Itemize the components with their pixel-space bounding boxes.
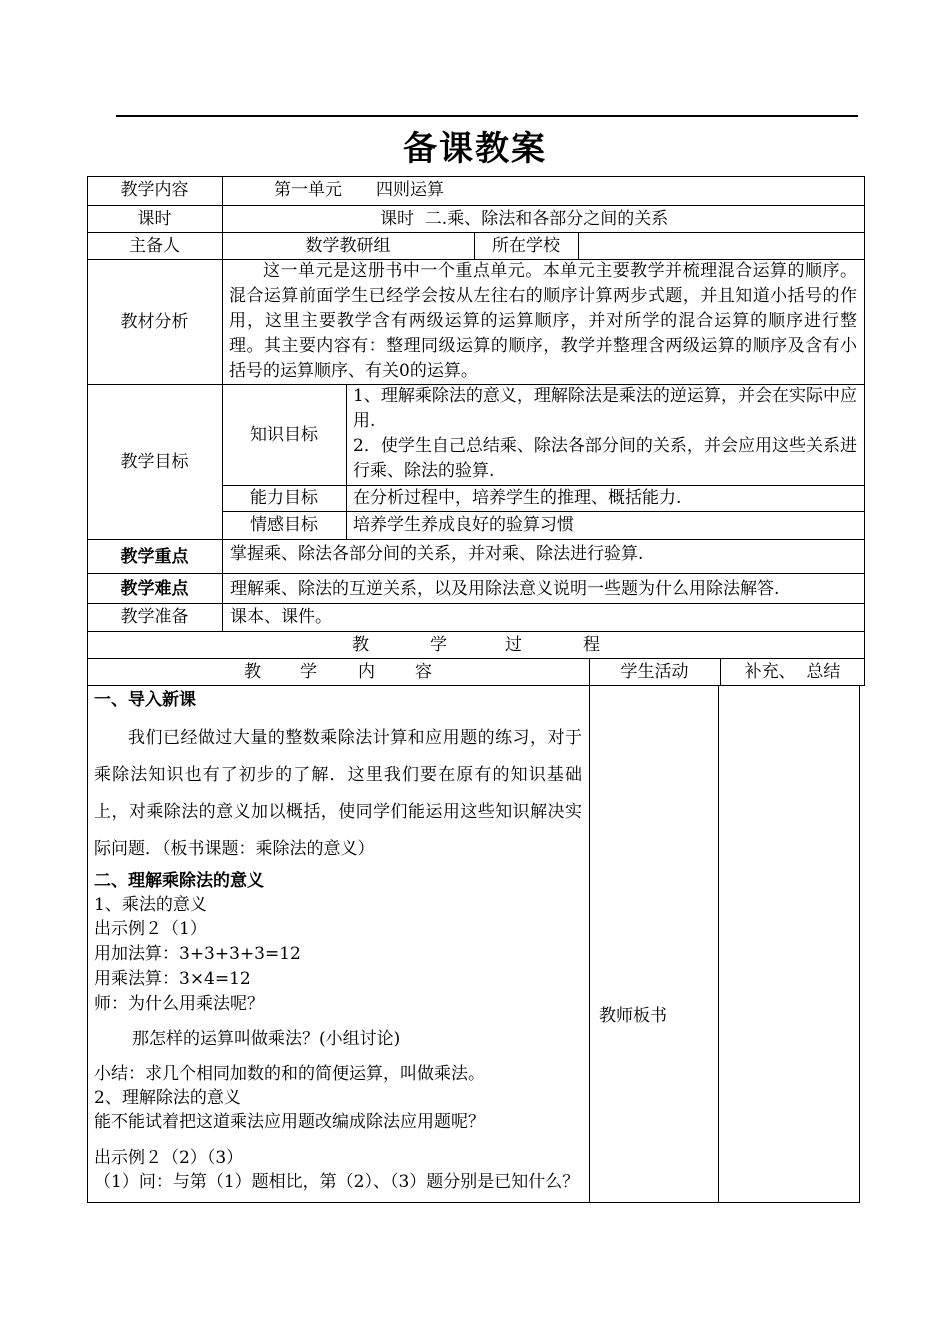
preparer-label: 主备人	[129, 236, 180, 256]
col-content-char: 教	[244, 662, 261, 682]
page-title: 备课教案	[403, 129, 547, 169]
col-content-char: 学	[300, 662, 317, 682]
row-divider	[87, 232, 865, 233]
preparation-value: 课本、课件。	[230, 607, 332, 627]
header-rule	[116, 115, 858, 117]
col-student-activity: 学生活动	[620, 662, 689, 682]
lesson-line: （1）问：与第（1）题相比，第（2）、（3）题分别是已知什么？	[94, 1172, 580, 1192]
lesson-line: 2、理解除法的意义	[94, 1088, 241, 1108]
col-content-char: 容	[415, 662, 432, 682]
student-activity-text: 教师板书	[599, 1006, 667, 1026]
row-divider	[222, 511, 865, 512]
row-divider	[87, 603, 865, 604]
lesson-line: 师：为什么用乘法呢？	[94, 994, 264, 1014]
lesson-line: 能不能试着把这道乘法应用题改编成除法应用题呢？	[94, 1112, 485, 1132]
row-divider	[87, 573, 865, 574]
preparer-value: 数学教研组	[305, 236, 391, 256]
section-1-text: 我们已经做过大量的整数乘除法计算和应用题的练习，对于乘除法知识也有了初步的了解．这里我们要在原有的知识基础上，对乘除法的意义加以概括，使同学们能运用这些知识解决实际问题．（板书课题：乘除法的意义）	[94, 728, 582, 859]
lesson-line: 1、乘法的意义	[94, 895, 207, 915]
content-label: 教学内容	[120, 180, 189, 200]
lesson-line: 出示例２（2）（3）	[94, 1148, 244, 1168]
lesson-line: 小结：求几个相同加数的和的简便运算，叫做乘法。	[94, 1064, 485, 1084]
knowledge-goal-1: 1、理解乘除法的意义，理解除法是乘法的逆运算，并会在实际中应用.	[353, 386, 857, 431]
lesson-line: 那怎样的运算叫做乘法？(小组讨论)	[132, 1029, 401, 1049]
knowledge-label: 知识目标	[250, 425, 318, 445]
col-divider	[346, 384, 347, 539]
knowledge-goal-2: 2．使学生自己总结乘、除法各部分间的关系，并会应用这些关系进行乘、除法的验算.	[353, 436, 857, 481]
col-content-char: 内	[358, 662, 375, 682]
content-value: 第一单元 四则运算	[274, 180, 444, 200]
col-notes: 补充、 总结	[744, 662, 841, 682]
difficulties-label: 教学难点	[120, 579, 189, 599]
analysis-text: 这一单元是这册书中一个重点单元。本单元主要教学并梳理混合运算的顺序。混合运算前面学生已经学会按从左往右的顺序计算两步式题，并且知道小括号的作用，这里主要教学含有两级运算的运算顺序，并对所学的混合运算的顺序进行整理。其主要内容有：整理同级运算的顺序，教学并整理含两级运算的顺序及含有小括号的运算顺序、有关0的运算。	[229, 261, 857, 381]
row-divider	[87, 631, 865, 632]
period-value: 课时 二.乘、除法和各部分之间的关系	[380, 209, 669, 229]
key-points-value: 掌握乘、除法各部分间的关系，并对乘、除法进行验算.	[230, 544, 644, 564]
row-divider	[87, 658, 865, 659]
goals-label: 教学目标	[120, 452, 189, 472]
ability-label: 能力目标	[250, 488, 318, 508]
col-divider	[589, 685, 590, 1203]
process-heading-char: 程	[583, 635, 600, 655]
process-heading-char: 过	[505, 635, 522, 655]
difficulties-value: 理解乘、除法的互逆关系，以及用除法意义说明一些题为什么用除法解答.	[230, 579, 780, 599]
lesson-line: 用加法算：3+3+3+3=12	[94, 944, 301, 964]
col-divider	[718, 685, 719, 1203]
section-1-heading: 一、导入新课	[94, 690, 196, 710]
analysis-label: 教材分析	[120, 312, 189, 332]
period-label: 课时	[137, 209, 172, 229]
row-divider	[87, 539, 865, 540]
emotion-value: 培养学生养成良好的验算习惯	[353, 515, 574, 535]
preparation-label: 教学准备	[120, 607, 189, 627]
col-divider	[578, 232, 579, 259]
row-divider	[222, 485, 865, 486]
process-heading-char: 学	[430, 635, 447, 655]
key-points-label: 教学重点	[120, 547, 189, 567]
lesson-line: 用乘法算：3×4=12	[94, 969, 251, 989]
row-divider	[87, 205, 865, 206]
emotion-label: 情感目标	[250, 515, 318, 535]
lesson-line: 出示例２（1）	[94, 919, 207, 939]
process-heading-char: 教	[352, 635, 369, 655]
section-2-heading: 二、理解乘除法的意义	[94, 871, 264, 891]
school-label: 所在学校	[492, 236, 560, 256]
ability-value: 在分析过程中，培养学生的推理、概括能力.	[353, 488, 682, 508]
